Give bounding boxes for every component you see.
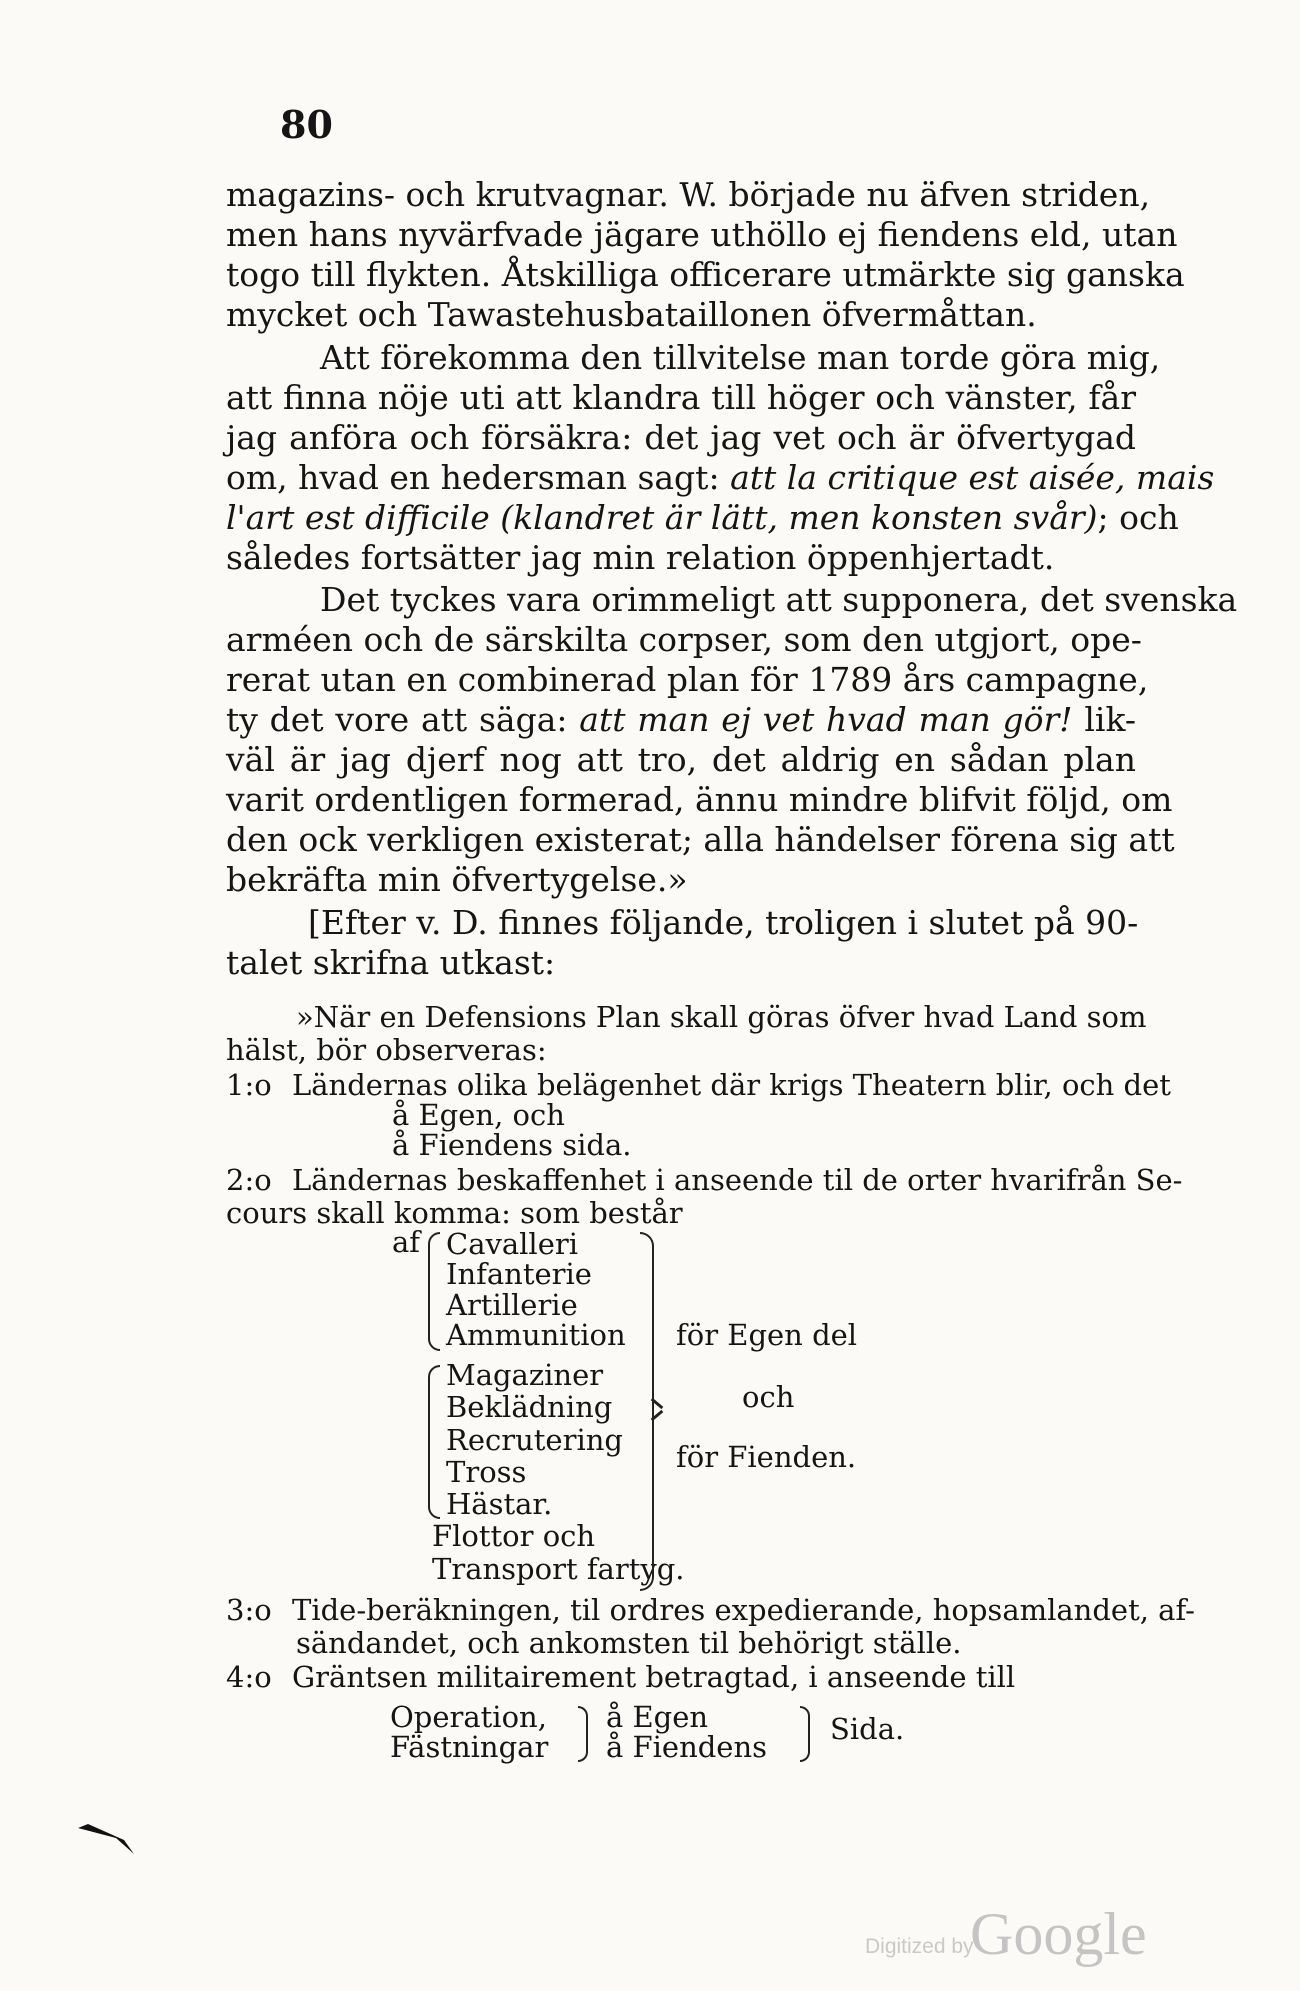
text-line: rerat utan en combinerad plan för 1789 års campagne, — [226, 660, 1149, 699]
af-label: af — [392, 1225, 421, 1259]
text-span: om, hvad en hedersman sagt: — [226, 458, 731, 497]
text-line: Att förekomma den tillvitelse man torde göra mig, — [320, 338, 1161, 377]
item-text: Gräntsen militairement betragtad, i anseende till — [292, 1660, 1016, 1694]
text-line: arméen och de särskilta corpser, som den utgjort, ope- — [226, 620, 1142, 659]
item-subline: å Fiendens sida. — [392, 1128, 632, 1162]
text-line — [226, 458, 1215, 498]
list-item: Magaziner — [446, 1358, 604, 1392]
text-line — [226, 700, 1136, 740]
text-line: talet skrifna utkast: — [226, 943, 556, 982]
text-line: men hans nyvärfvade jägare uthöllo ej fiendens eld, utan — [226, 215, 1178, 254]
item-number: 3:o — [226, 1593, 272, 1627]
text-line: den ock verkligen existerat; alla händelser förena sig att — [226, 820, 1175, 859]
text-line — [226, 498, 1179, 538]
list-item: Fästningar — [390, 1730, 549, 1764]
text-line: således fortsätter jag min relation öppenhjertadt. — [226, 538, 1055, 577]
list-item: Operation, — [390, 1700, 547, 1734]
item-number: 2:o — [226, 1163, 272, 1197]
quote-line: hälst, bör observeras: — [226, 1033, 547, 1067]
list-item: Flottor och — [432, 1519, 596, 1553]
list-item: Sida. — [830, 1712, 905, 1746]
item-number: 4:o — [226, 1660, 272, 1694]
text-line: magazins- och krutvagnar. W. började nu äfven striden, — [226, 175, 1151, 214]
item-text: sändandet, och ankomsten til behörigt ställe. — [296, 1626, 962, 1660]
text-span: ; och — [1097, 498, 1179, 537]
item-number: 1:o — [226, 1068, 272, 1102]
french-quote: att la critique est aisée, mais — [730, 458, 1215, 497]
list-item: Infanterie — [446, 1257, 592, 1291]
text-line: bekräfta min öfvertygelse.» — [226, 860, 688, 899]
list-item: Beklädning — [446, 1390, 613, 1424]
item-text: Ländernas beskaffenhet i anseende til de orter hvarifrån Se- — [292, 1163, 1183, 1197]
list-item: Hästar. — [446, 1487, 553, 1521]
text-line: mycket och Tawastehusbataillonen öfvermåttan. — [226, 295, 1037, 334]
list-item: Recrutering — [446, 1423, 623, 1457]
list-item: Artillerie — [446, 1288, 578, 1322]
item-subline: å Egen, och — [392, 1098, 565, 1132]
text-line: att finna nöje uti att klandra till höger och vänster, får — [226, 378, 1136, 417]
brace-label: för Fienden. — [676, 1440, 857, 1474]
text-line: varit ordentligen formerad, ännu mindre blifvit följd, om — [226, 780, 1173, 819]
french-quote: l'art est difficile (klandret är lätt, men konsten svår) — [226, 498, 1098, 537]
text-span: lik- — [1072, 700, 1137, 739]
text-line: [Efter v. D. finnes följande, troligen i slutet på 90- — [308, 903, 1139, 942]
right-brace — [578, 1706, 588, 1762]
quote-line: »När en Defensions Plan skall göras öfver hvad Land som — [296, 1000, 1147, 1034]
text-line: Det tyckes vara orimmeligt att supponera, det svenska — [320, 580, 1238, 619]
list-item: å Egen — [606, 1700, 709, 1734]
right-brace — [640, 1232, 654, 1591]
list-item: Ammunition — [446, 1318, 626, 1352]
text-span: ty det vore att säga: — [226, 700, 580, 739]
google-logo: Google — [970, 1901, 1147, 1967]
item-text: Tide-beräkningen, til ordres expedierande, hopsamlandet, af- — [292, 1593, 1195, 1627]
list-item: Cavalleri — [446, 1227, 579, 1261]
text-line: togo till flykten. Åtskilliga officerare utmärkte sig ganska — [226, 255, 1185, 294]
list-item: å Fiendens — [606, 1730, 768, 1764]
text-line: väl är jag djerf nog att tro, det aldrig en sådan plan — [226, 740, 1136, 779]
italic-phrase: att man ej vet hvad man gör! — [579, 700, 1073, 739]
page-number: 80 — [280, 102, 333, 147]
left-brace — [428, 1232, 440, 1351]
brace-label: och — [742, 1380, 795, 1414]
list-item: Transport fartyg. — [432, 1552, 685, 1586]
left-brace — [428, 1365, 440, 1519]
item-text: Ländernas olika belägenhet där krigs Theatern blir, och det — [292, 1068, 1171, 1102]
right-brace — [800, 1706, 810, 1762]
list-item: Tross — [446, 1455, 527, 1489]
text-line: jag anföra och försäkra: det jag vet och är öfvertygad — [226, 418, 1136, 457]
ink-mark — [76, 1820, 146, 1860]
digitized-by-label: Digitized by — [865, 1935, 974, 1958]
item-text: cours skall komma: som består — [226, 1196, 683, 1230]
brace-label: för Egen del — [676, 1318, 858, 1352]
